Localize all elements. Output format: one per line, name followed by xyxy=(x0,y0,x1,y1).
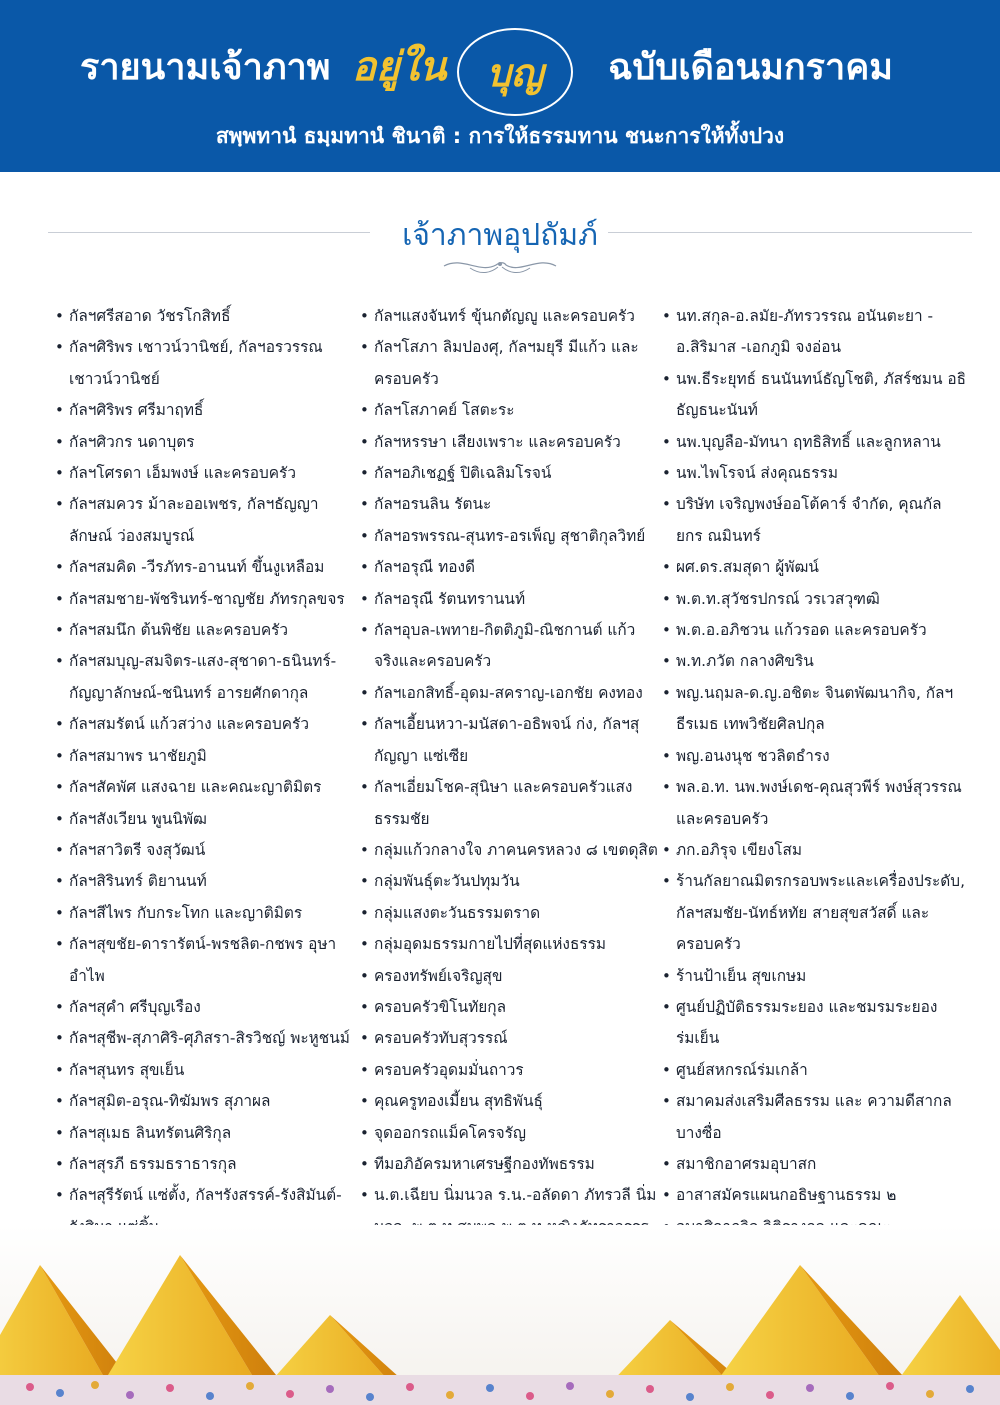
list-item: • กัลฯอภิเชฏฐ์ ปิติเฉลิมโรจน์ xyxy=(360,458,660,489)
column-3 xyxy=(662,301,967,1275)
list-item: • กัลฯอรพรรณ-สุนทร-อรเพ็ญ สุชาติกุลวิทย์ xyxy=(360,521,660,552)
logo-circle-text: บุญ xyxy=(486,49,544,95)
list-item: • ทีมอภิอัครมหาเศรษฐีกองทัพธรรม xyxy=(360,1149,660,1180)
list-item: • กัลฯสัคพัศ แสงฉาย และคณะญาติมิตร xyxy=(55,772,360,803)
list-item: • ครอบครัวทับสุวรรณ์ xyxy=(360,1023,660,1054)
logo-word: อยู่ใน xyxy=(352,43,447,90)
list-item: • ครองทรัพย์เจริญสุข xyxy=(360,961,660,992)
list-item: • ครอบครัวขิโนทัยกุล xyxy=(360,992,660,1023)
list-item: • กัลฯสุมิต-อรุณ-ทิฆัมพร สุภาผล xyxy=(55,1086,360,1117)
column-1 xyxy=(55,301,360,1275)
list-item: • กลุ่มพันธุ์ตะวันปทุมวัน xyxy=(360,866,660,897)
list-item: • กัลฯสุขชัย-ดารารัตน์-พรชลิต-กชพร อุษาอำไพ xyxy=(55,929,360,992)
list-item: • กัลฯสมชาย-พัชรินทร์-ชาญชัย ภัทรกุลขจร xyxy=(55,584,360,615)
list-item: • พ.ต.ท.สุวัชรปกรณ์ วรเวสวุฑฒิ xyxy=(662,584,967,615)
list-item: • ร้านป้าเย็น สุขเกษม xyxy=(662,961,967,992)
list-item: • ร้านกัลยาณมิตรกรอบพระและเครื่องประดับ, กัลฯสมชัย-นัทธ์หทัย สายสุขสวัสดิ์ และครอบครัว xyxy=(662,866,967,960)
title-right: ฉบับเดือนมกราคม xyxy=(608,47,894,88)
title-left: รายนามเจ้าภาพ xyxy=(80,47,331,88)
list-item: • ภก.อภิรุจ เขียงโสม xyxy=(662,835,967,866)
list-item: • กัลฯสมนึก ต้นพิชัย และครอบครัว xyxy=(55,615,360,646)
list-item: • กัลฯสังเวียน พูนนิพัฒ xyxy=(55,804,360,835)
list-item: • สมาชิกอาศรมอุบาสก xyxy=(662,1149,967,1180)
list-item: • กัลฯแสงจันทร์ ขุ้นกตัญญู และครอบครัว xyxy=(360,301,660,332)
column-2 xyxy=(360,301,660,1275)
list-item: • นท.สกุล-อ.ลมัย-ภัทรวรรณ อนันตะยา - อ.สิริมาส -เอกภูมิ จงอ่อน xyxy=(662,301,967,364)
list-item: • กัลฯสาวิตรี จงสุวัฒน์ xyxy=(55,835,360,866)
list-item: • พ.ต.อ.อภิชวน แก้วรอด และครอบครัว xyxy=(662,615,967,646)
footer-decoration xyxy=(0,1225,1000,1405)
list-item: • กัลฯสุชีพ-สุภาศิริ-ศุภิสรา-สิรวิชญ์ พะหูชนม์ xyxy=(55,1023,360,1054)
list-item: • นพ.ไพโรจน์ ส่งคุณธรรม xyxy=(662,458,967,489)
list-item: • กัลฯศิวกร นดาบุตร xyxy=(55,427,360,458)
list-item: • กัลฯศรีสอาด วัชรโกสิทธิ์ xyxy=(55,301,360,332)
list-item: • กลุ่มอุดมธรรมกายไปที่สุดแห่งธรรม xyxy=(360,929,660,960)
list-item: • น.ต.เฉียบ นิ่มนวล ร.น.-อลัดดา ภัทรวลี นิ่ม xyxy=(360,1180,660,1274)
golden-pagodas-illustration xyxy=(0,1225,1000,1405)
list-item: • กัลฯสุรีรัตน์ แซ่ตั้ง, กัลฯรังสรรค์-รังสิมันต์- xyxy=(55,1180,360,1243)
logo-circle xyxy=(457,28,573,116)
list-item: • กัลฯโสภาคย์ โสตะระ xyxy=(360,395,660,426)
list-item: • กลุ่มแสงตะวันธรรมตราด xyxy=(360,898,660,929)
list-item: • กัลฯสีไพร กับกระโทก และญาติมิตร xyxy=(55,898,360,929)
list-item: • กัลฯอุบล-เพทาย-กิตติภูมิ-ณิชกานต์ แก้วจริงและครอบครัว xyxy=(360,615,660,678)
list-item: • นพ.บุญลือ-มัทนา ฤทธิสิทธิ์ และลูกหลาน xyxy=(662,427,967,458)
list-item: • กัลฯสุคำ ศรีบุญเรือง xyxy=(55,992,360,1023)
list-item: • กัลฯเอี่ยมโชค-สุนิษา และครอบครัวแสงธรรมชัย xyxy=(360,772,660,835)
flourish-ornament-icon xyxy=(440,254,560,276)
list-item: • อาสาสมัครแผนกอธิษฐานธรรม ๒ xyxy=(662,1180,967,1211)
list-item: • กัลฯหรรษา เสียงเพราะ และครอบครัว xyxy=(360,427,660,458)
list-item: • กัลฯศิริพร ศรีมาฤทธิ์ xyxy=(55,395,360,426)
list-item: • กัลฯสมควร ม้าละออเพชร, กัลฯธัญญาลักษณ์ ว่องสมบูรณ์ xyxy=(55,489,360,552)
list-item: • สมาคมส่งเสริมศีลธรรม และ ความดีสากลบางซื่อ xyxy=(662,1086,967,1149)
list-item: • ศูนย์ปฏิบัติธรรมระยอง และชมรมระยองร่มเย็น xyxy=(662,992,967,1055)
list-item: • คุณครูทองเมี้ยน สุทธิพันธุ์ xyxy=(360,1086,660,1117)
list-item: • นพ.ธีระยุทธ์ ธนนันทน์ธัญโชติ, ภัสร์ชมน อธิธัญธนะนันท์ xyxy=(662,364,967,427)
list-item: • พญ.นฤมล-ด.ญ.อชิตะ จินตพัฒนากิจ, กัลฯธีรเมธ เทพวิชัยศิลปกุล xyxy=(662,678,967,741)
list-item: • พล.อ.ท. นพ.พงษ์เดช-คุณสุวพีร์ พงษ์สุวรรณและครอบครัว xyxy=(662,772,967,835)
list-item: • กัลฯอรุณี ทองดี xyxy=(360,552,660,583)
list-item: • กัลฯศิริพร เชาวน์วานิชย์, กัลฯอรวรรณ เชาวน์วานิชย์ xyxy=(55,332,360,395)
list-item: • บริษัท เจริญพงษ์ออโต้คาร์ จำกัด, คุณกัลยกร ณมินทร์ xyxy=(662,489,967,552)
list-item: • กัลฯสุรภี ธรรมธราธารกุล xyxy=(55,1149,360,1180)
list-item: • กัลฯเอกสิทธิ์-อุดม-สคราญ-เอกชัย คงทอง xyxy=(360,678,660,709)
list-item: • กัลฯสมคิด -วีรภัทร-อานนท์ ขึ้นงูเหลือม xyxy=(55,552,360,583)
section-title: เจ้าภาพอุปถัมภ์ xyxy=(402,218,598,253)
list-item: • กัลฯอรุณี รัตนทรานนท์ xyxy=(360,584,660,615)
list-item: • กัลฯสมบุญ-สมจิตร-แสง-สุชาดา-ธนินทร์-กัญญาลักษณ์-ชนินทร์ อารยศักดากุล xyxy=(55,646,360,709)
list-item: • ครอบครัวอุดมมั่นถาวร xyxy=(360,1055,660,1086)
list-item: • กลุ่มแก้วกลางใจ ภาคนครหลวง ๘ เขตดุสิต xyxy=(360,835,660,866)
list-item: • พ.ท.ภวัต กลางศิขริน xyxy=(662,646,967,677)
list-item: • ผศ.ดร.สมสุดา ผู้พัฒน์ xyxy=(662,552,967,583)
list-item: • กัลฯโสภา ลิมปองศุ, กัลฯมยุรี มีแก้ว และครอบครัว xyxy=(360,332,660,395)
list-item: • กัลฯสมรัตน์ แก้วสว่าง และครอบครัว xyxy=(55,709,360,740)
list-item: • กัลฯสุเมธ ลินทรัตนศิริกุล xyxy=(55,1118,360,1149)
header-banner xyxy=(0,0,1000,172)
list-item: • กัลฯเอี้ยนหวา-มนัสดา-อธิพจน์ ก่ง, กัลฯสุกัญญา แซ่เซีย xyxy=(360,709,660,772)
section-heading xyxy=(0,210,1000,280)
list-item: • กัลฯสิรินทร์ ติยานนท์ xyxy=(55,866,360,897)
list-item: • กัลฯสมาพร นาชัยภูมิ xyxy=(55,741,360,772)
list-item: • กัลฯสุนทร สุขเย็น xyxy=(55,1055,360,1086)
list-item: • กัลฯโศรดา เอ็มพงษ์ และครอบครัว xyxy=(55,458,360,489)
header-subtitle: สพฺพทานํ ธมฺมทานํ ชินาติ : การให้ธรรมทาน ชนะการให้ทั้งปวง xyxy=(215,124,785,148)
list-item: • จุดออกรถแม็คโครจรัญ xyxy=(360,1118,660,1149)
list-item: • ศูนย์สหกรณ์ร่มเกล้า xyxy=(662,1055,967,1086)
list-item: • กัลฯอรนลิน รัตนะ xyxy=(360,489,660,520)
list-item: • พญ.อนงนุช ชวลิตธำรง xyxy=(662,741,967,772)
header-title-row xyxy=(0,34,1000,95)
